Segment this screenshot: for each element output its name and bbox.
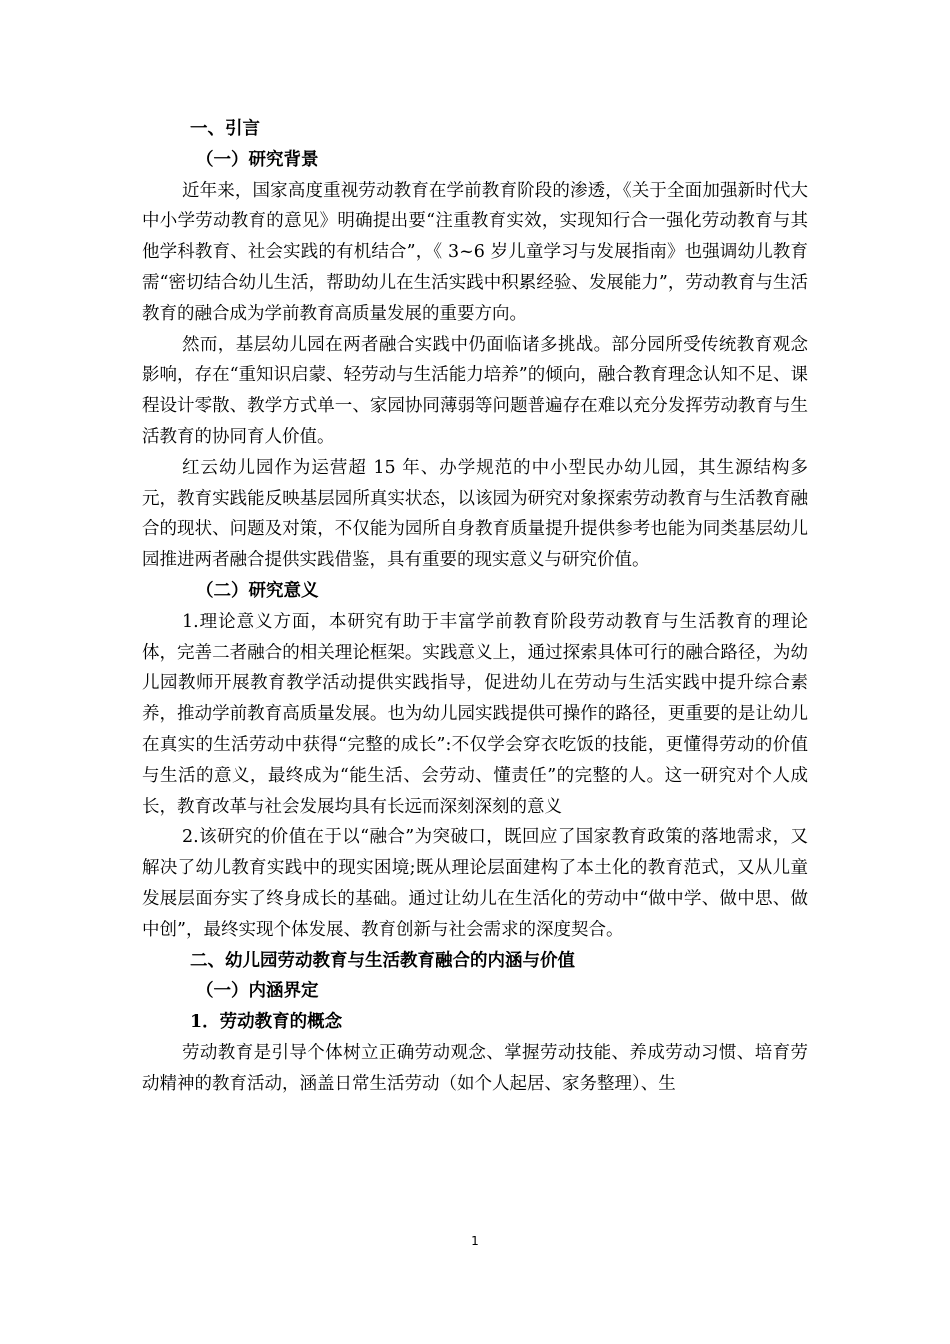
paragraph-background-3: 红云幼儿园作为运营超 15 年、办学规范的中小型民办幼儿园，其生源结构多元，教育实践能反映基层园所真实状态，以该园为研究对象探索劳动教育与生活教育融合的现状、问题及对策，不仅能为园所自身教育质量提升提供参考也能为同类基层幼儿园推进两者融合提供实践借鉴，具有重要的现实意义与研究价值。: [142, 457, 808, 571]
heading-research-background: （一）研究背景: [196, 149, 319, 170]
heading-research-significance: （二）研究意义: [196, 580, 319, 601]
paragraph-background-1: 近年来，国家高度重视劳动教育在学前教育阶段的渗透，《关于全面加强新时代大中小学劳动教育的意见》明确提出要“注重教育实效，实现知行合一强化劳动教育与其他学科教育、社会实践的有机结合”，《 3~6 岁儿童学习与发展指南》也强调幼儿教育需“密切结合幼儿生活，帮助幼儿在生活实践中积累经验、发展能力”，劳动教育与生活教育的融合成为学前教育高质量发展的重要方向。: [142, 180, 808, 324]
page-number: 1: [471, 1234, 479, 1248]
paragraph-significance-1: 1.理论意义方面，本研究有助于丰富学前教育阶段劳动教育与生活教育的理论体，完善二者融合的相关理论框架。实践意义上，通过探索具体可行的融合路径，为幼儿园教师开展教育教学活动提供实践指导，促进幼儿在劳动与生活实践中提升综合素养，推动学前教育高质量发展。也为幼儿园实践提供可操作的路径，更重要的是让幼儿在真实的生活劳动中获得“完整的成长”:不仅学会穿衣吃饭的技能，更懂得劳动的价值与生活的意义，最终成为“能生活、会劳动、懂责任”的完整的人。这一研究对个人成长，教育改革与社会发展均具有长远而深刻深刻的意义: [142, 611, 808, 817]
page-body: [142, 114, 808, 1100]
paragraph-significance-2: 2.该研究的价值在于以“融合”为突破口，既回应了国家教育政策的落地需求，又解决了幼儿教育实践中的现实困境;既从理论层面建构了本土化的教育范式，又从儿童发展层面夯实了终身成长的基础。通过让幼儿在生活化的劳动中“做中学、做中思、做中创”，最终实现个体发展、教育创新与社会需求的深度契合。: [142, 827, 808, 940]
heading-introduction: 一、引言: [190, 119, 260, 139]
paragraph-labor-education-concept: 劳动教育是引导个体树立正确劳动观念、掌握劳动技能、养成劳动习惯、培育劳动精神的教育活动，涵盖日常生活劳动（如个人起居、家务整理）、生: [142, 1042, 808, 1094]
heading-connotation-and-value: 二、幼儿园劳动教育与生活教育融合的内涵与价值: [190, 950, 575, 971]
paragraph-background-2: 然而，基层幼儿园在两者融合实践中仍面临诸多挑战。部分园所受传统教育观念影响，存在“重知识启蒙、轻劳动与生活能力培养”的倾向，融合教育理念认知不足、课程设计零散、教学方式单一、家园协同薄弱等问题普遍存在难以充分发挥劳动教育与生活教育的协同育人价值。: [142, 334, 808, 447]
heading-labor-education-concept: 1．劳动教育的概念: [190, 1012, 343, 1033]
heading-connotation-definition: （一）内涵界定: [196, 981, 319, 1002]
